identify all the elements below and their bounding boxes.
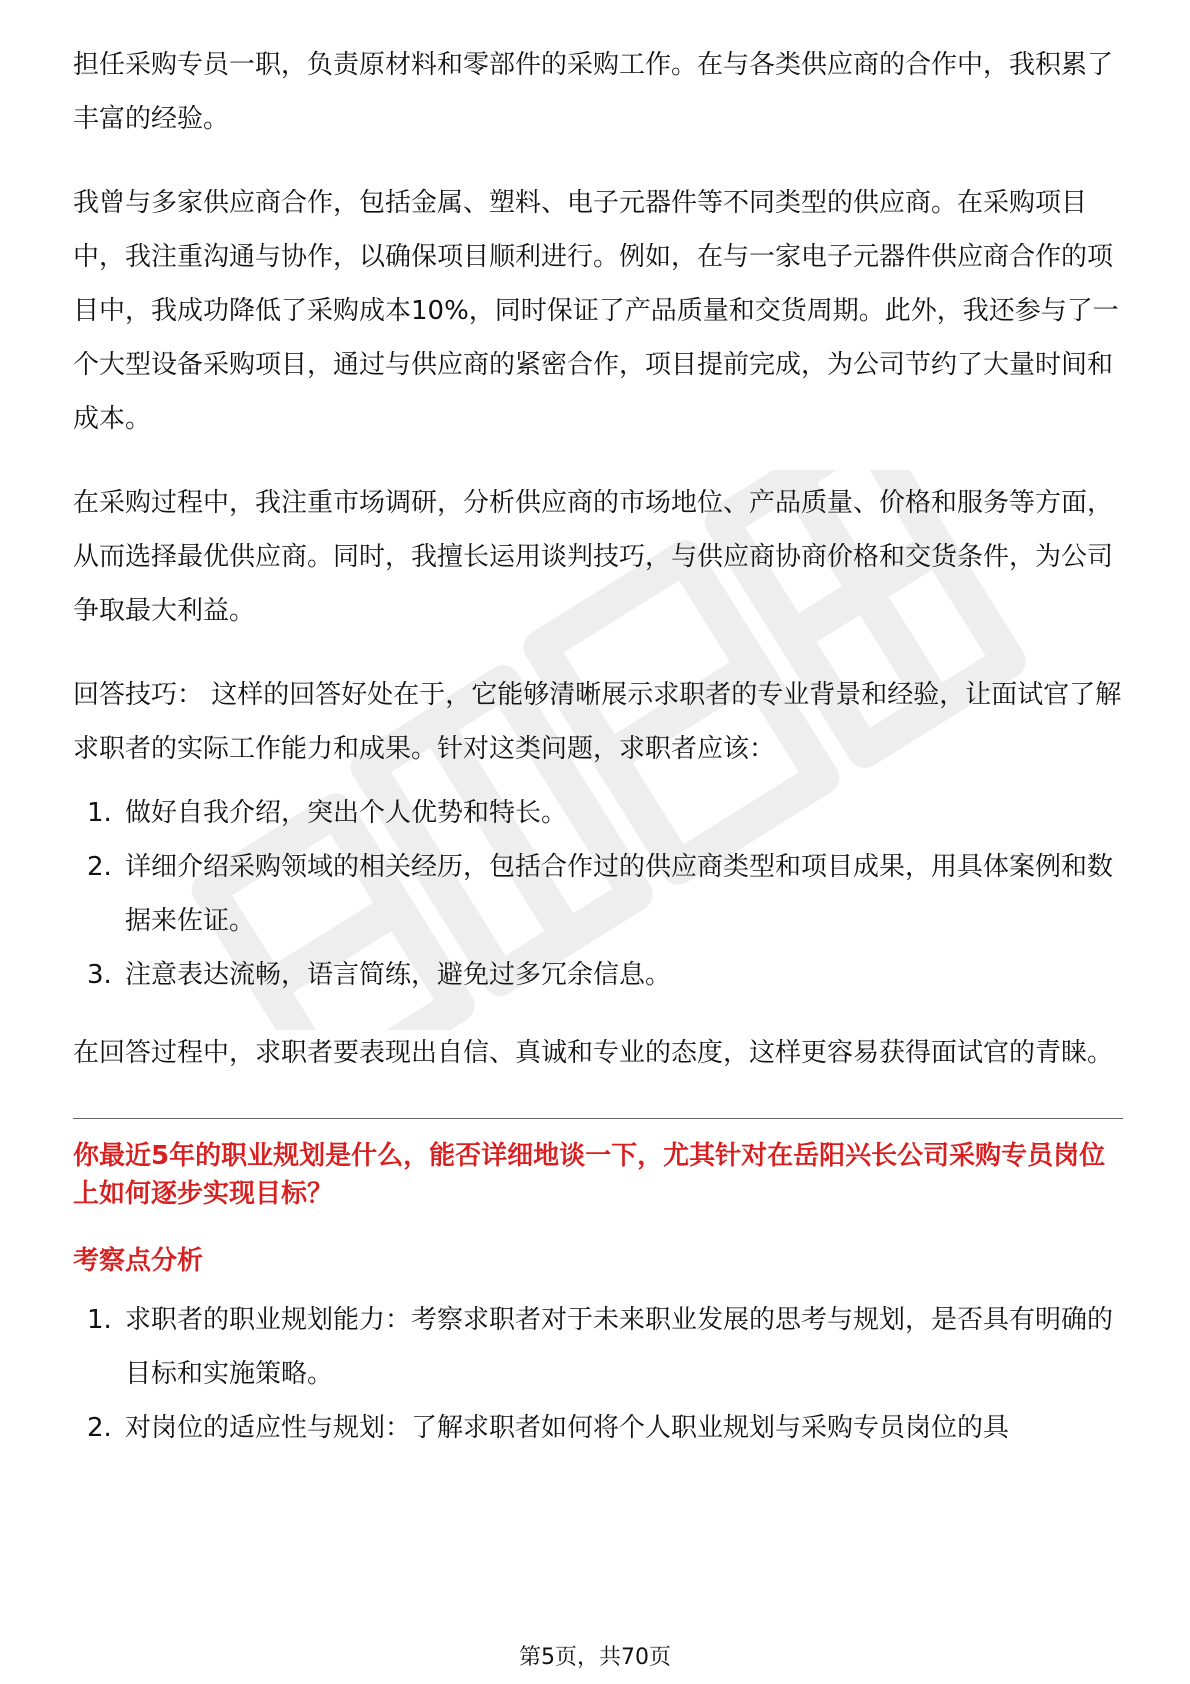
list-item-text: 对岗位的适应性与规划：了解求职者如何将个人职业规划与采购专员岗位的具 xyxy=(125,1413,1010,1443)
list-item xyxy=(73,840,1123,948)
list-item-number: 2. xyxy=(87,1413,112,1443)
section-divider xyxy=(73,1118,1123,1119)
question-heading: 你最近5年的职业规划是什么，能否详细地谈一下，尤其针对在岳阳兴长公司采购专员岗位上如何逐步实现目标？ xyxy=(73,1141,1106,1209)
paragraph-procurement-process: 在采购过程中，我注重市场调研，分析供应商的市场地位、产品质量、价格和服务等方面，从而选择最优供应商。同时，我擅长运用谈判技巧，与供应商协商价格和交货条件，为公司争取最大利益。 xyxy=(73,488,1114,626)
list-item-number: 1. xyxy=(87,798,112,828)
paragraph-supplier-cooperation: 我曾与多家供应商合作，包括金属、塑料、电子元器件等不同类型的供应商。在采购项目中，我注重沟通与协作，以确保项目顺利进行。例如，在与一家电子元器件供应商合作的项目中，我成功降低了采购成本10%，同时保证了产品质量和交货周期。此外，我还参与了一个大型设备采购项目，通过与供应商的紧密合作，项目提前完成，为公司节约了大量时间和成本。 xyxy=(73,188,1119,434)
list-item-text: 求职者的职业规划能力：考察求职者对于未来职业发展的思考与规划，是否具有明确的目标和实施策略。 xyxy=(125,1305,1114,1389)
paragraph-answer-tips: 回答技巧： 这样的回答好处在于，它能够清晰展示求职者的专业背景和经验，让面试官了解求职者的实际工作能力和成果。针对这类问题，求职者应该： xyxy=(73,680,1122,764)
list-item xyxy=(73,1293,1123,1401)
list-item xyxy=(73,786,1123,840)
list-item-text: 做好自我介绍，突出个人优势和特长。 xyxy=(125,798,568,828)
list-item-text: 详细介绍采购领域的相关经历，包括合作过的供应商类型和项目成果，用具体案例和数据来佐证。 xyxy=(125,852,1114,936)
analysis-heading: 考察点分析 xyxy=(73,1246,204,1276)
analysis-list xyxy=(73,1293,1123,1455)
paragraph-closing-advice: 在回答过程中，求职者要表现出自信、真诚和专业的态度，这样更容易获得面试官的青睐。 xyxy=(73,1038,1114,1068)
list-item-number: 3. xyxy=(87,960,112,990)
main-content xyxy=(73,38,1123,1455)
paragraph-experience-intro: 担任采购专员一职，负责原材料和零部件的采购工作。在与各类供应商的合作中，我积累了丰富的经验。 xyxy=(73,50,1114,134)
list-item-text: 注意表达流畅，语言简练，避免过多冗余信息。 xyxy=(125,960,672,990)
list-item-number: 1. xyxy=(87,1305,112,1335)
list-item-number: 2. xyxy=(87,852,112,882)
list-item xyxy=(73,1401,1123,1455)
list-item xyxy=(73,948,1123,1002)
page-number-footer: 第5页，共70页 xyxy=(0,1640,1190,1671)
tips-list xyxy=(73,786,1123,1002)
